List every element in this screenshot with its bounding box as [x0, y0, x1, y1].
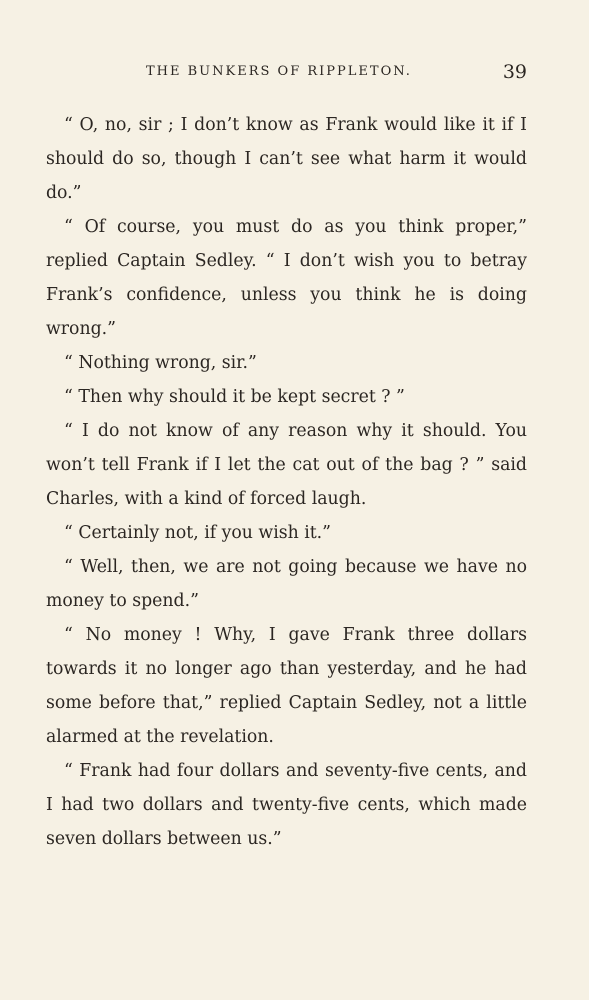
page-number: 39 [502, 61, 527, 83]
paragraph-5: “ I do not know of any reason why it should. You won’t tell Frank if I let the cat out of the bag ? ” said Charles, with a kind of forced laugh. [46, 421, 527, 509]
page-header [0, 60, 589, 84]
page-body [46, 108, 527, 856]
paragraph-9: “ Frank had four dollars and seventy-five cents, and I had two dollars and twenty-five cents, which made seven dollars between us.” [46, 761, 527, 849]
paragraph-8: “ No money ! Why, I gave Frank three dollars towards it no longer ago than yesterday, and he had some before that,” replied Captain Sedley, not a little alarmed at the revelation. [46, 625, 527, 747]
paragraph-2: “ Of course, you must do as you think proper,” replied Captain Sedley. “ I don’t wish you to betray Frank’s confidence, unless you think he is doing wrong.” [46, 217, 527, 339]
paragraph-7: “ Well, then, we are not going because we have no money to spend.” [46, 557, 527, 611]
running-title: THE BUNKERS OF RIPPLETON. [146, 64, 412, 79]
paragraph-6: “ Certainly not, if you wish it.” [64, 523, 332, 543]
paragraph-4: “ Then why should it be kept secret ? ” [64, 387, 405, 407]
paragraph-3: “ Nothing wrong, sir.” [64, 353, 257, 373]
paragraph-1: “ O, no, sir ; I don’t know as Frank would like it if I should do so, though I can’t see what harm it would do.” [46, 115, 527, 203]
